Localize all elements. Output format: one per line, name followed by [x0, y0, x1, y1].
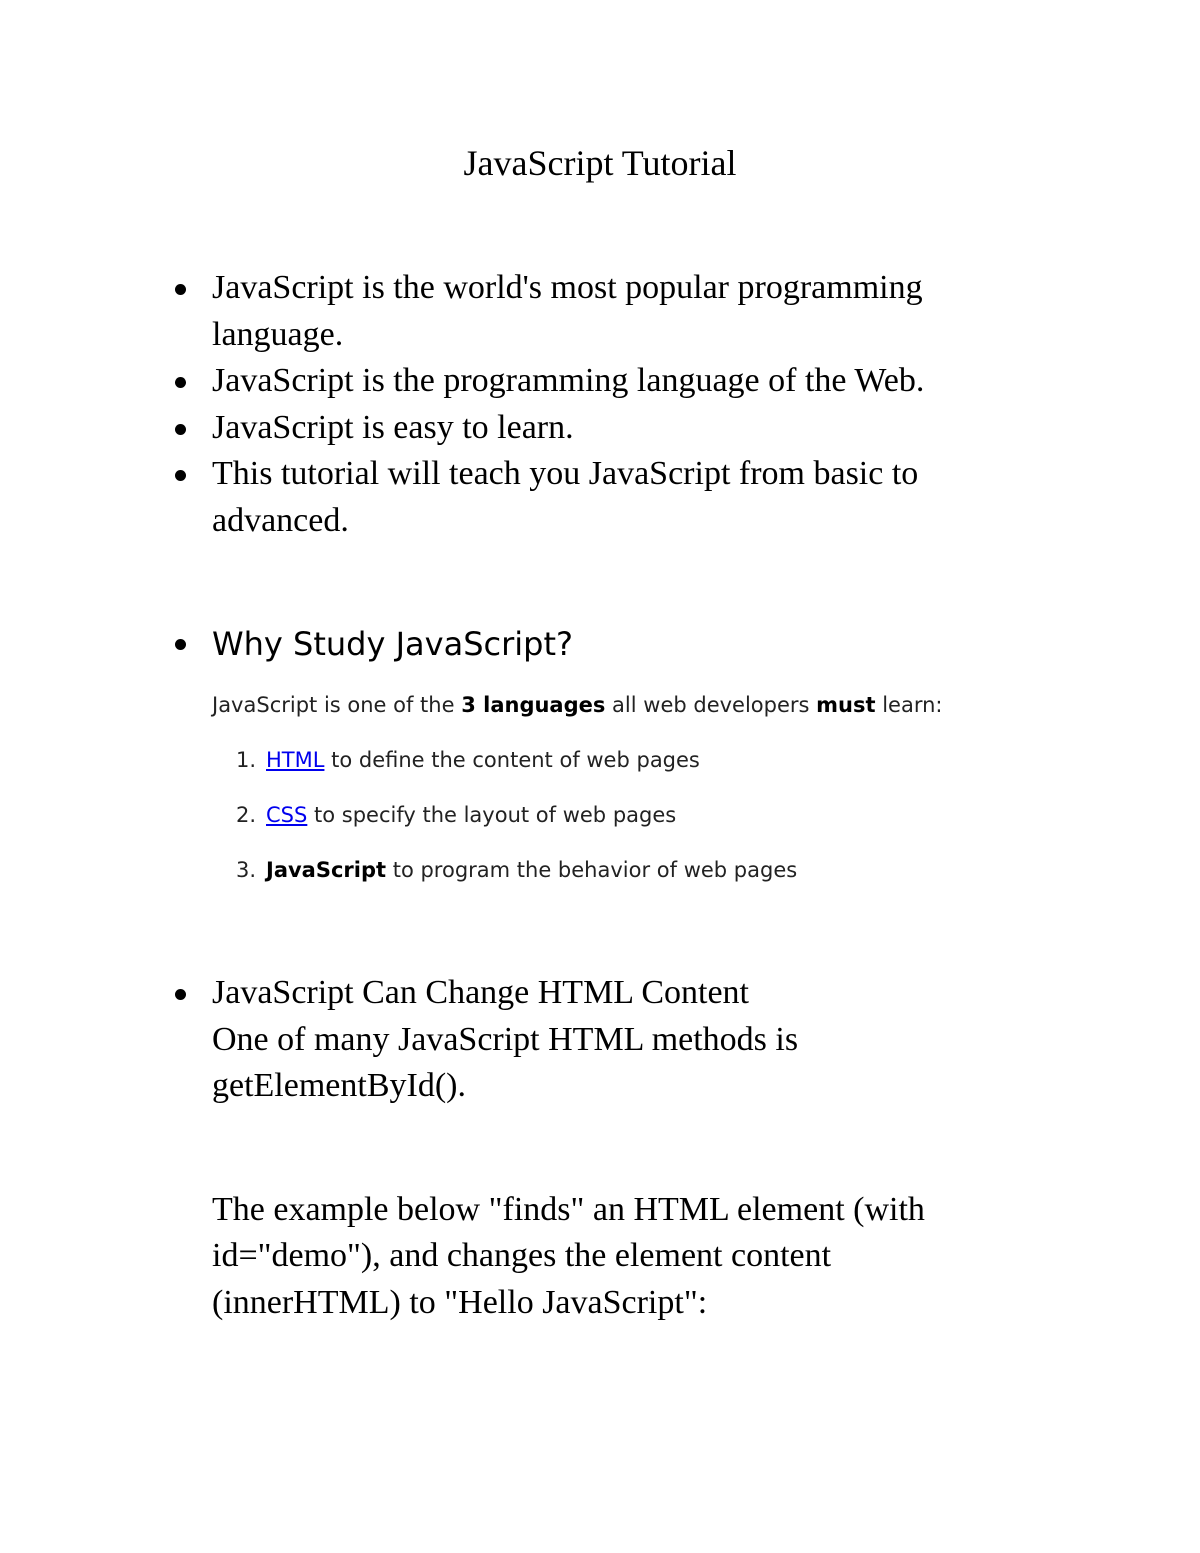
list-item — [212, 800, 1112, 830]
list-item-text: to program the behavior of web pages — [386, 858, 798, 882]
list-item — [212, 970, 972, 1326]
bullet-text: JavaScript is the world's most popular programming language. — [212, 269, 923, 353]
change-content-list — [212, 970, 972, 1326]
intro-text-start: JavaScript is one of the — [212, 693, 462, 717]
javascript-term: JavaScript — [266, 858, 387, 882]
intro-text-middle: all web developers — [605, 693, 817, 717]
list-item-text: to define the content of web pages — [324, 748, 700, 772]
list-item — [212, 265, 972, 358]
why-study-heading-text: Why Study JavaScript? — [212, 625, 573, 663]
bullet-icon — [175, 989, 186, 1000]
list-number: 2. — [236, 803, 257, 827]
intro-bold-languages: 3 languages — [461, 693, 606, 717]
languages-list — [212, 745, 1112, 885]
languages-intro — [212, 690, 1112, 720]
bullet-icon — [175, 424, 186, 435]
list-item — [212, 405, 972, 452]
change-content-line1: One of many JavaScript HTML methods is getElementById(). — [212, 1020, 799, 1104]
intro-bold-must: must — [816, 693, 876, 717]
bullet-icon — [175, 377, 186, 388]
list-item — [212, 451, 972, 544]
css-link[interactable]: CSS — [266, 803, 308, 827]
bullet-icon — [175, 284, 186, 295]
bullet-text: This tutorial will teach you JavaScript from basic to advanced. — [212, 455, 919, 539]
list-number: 1. — [236, 748, 257, 772]
list-number: 3. — [236, 858, 257, 882]
list-item — [212, 745, 1112, 775]
why-study-section — [212, 622, 1112, 910]
html-link[interactable]: HTML — [266, 748, 325, 772]
intro-bullet-list — [212, 265, 972, 544]
change-content-heading: JavaScript Can Change HTML Content — [212, 974, 749, 1011]
list-item — [212, 855, 1112, 885]
intro-text-end: learn: — [875, 693, 943, 717]
list-item-text: to specify the layout of web pages — [307, 803, 677, 827]
why-study-heading — [212, 622, 1112, 666]
change-content-line2: The example below "finds" an HTML element (with id="demo"), and changes the element content (innerHTML) to "Hello JavaScript": — [212, 1190, 925, 1321]
bullet-icon — [175, 639, 186, 650]
bullet-text: JavaScript is easy to learn. — [212, 408, 574, 446]
bullet-icon — [175, 470, 186, 481]
list-item — [212, 358, 972, 405]
document-title: JavaScript Tutorial — [463, 143, 737, 183]
bullet-text: JavaScript is the programming language of the Web. — [212, 362, 925, 399]
